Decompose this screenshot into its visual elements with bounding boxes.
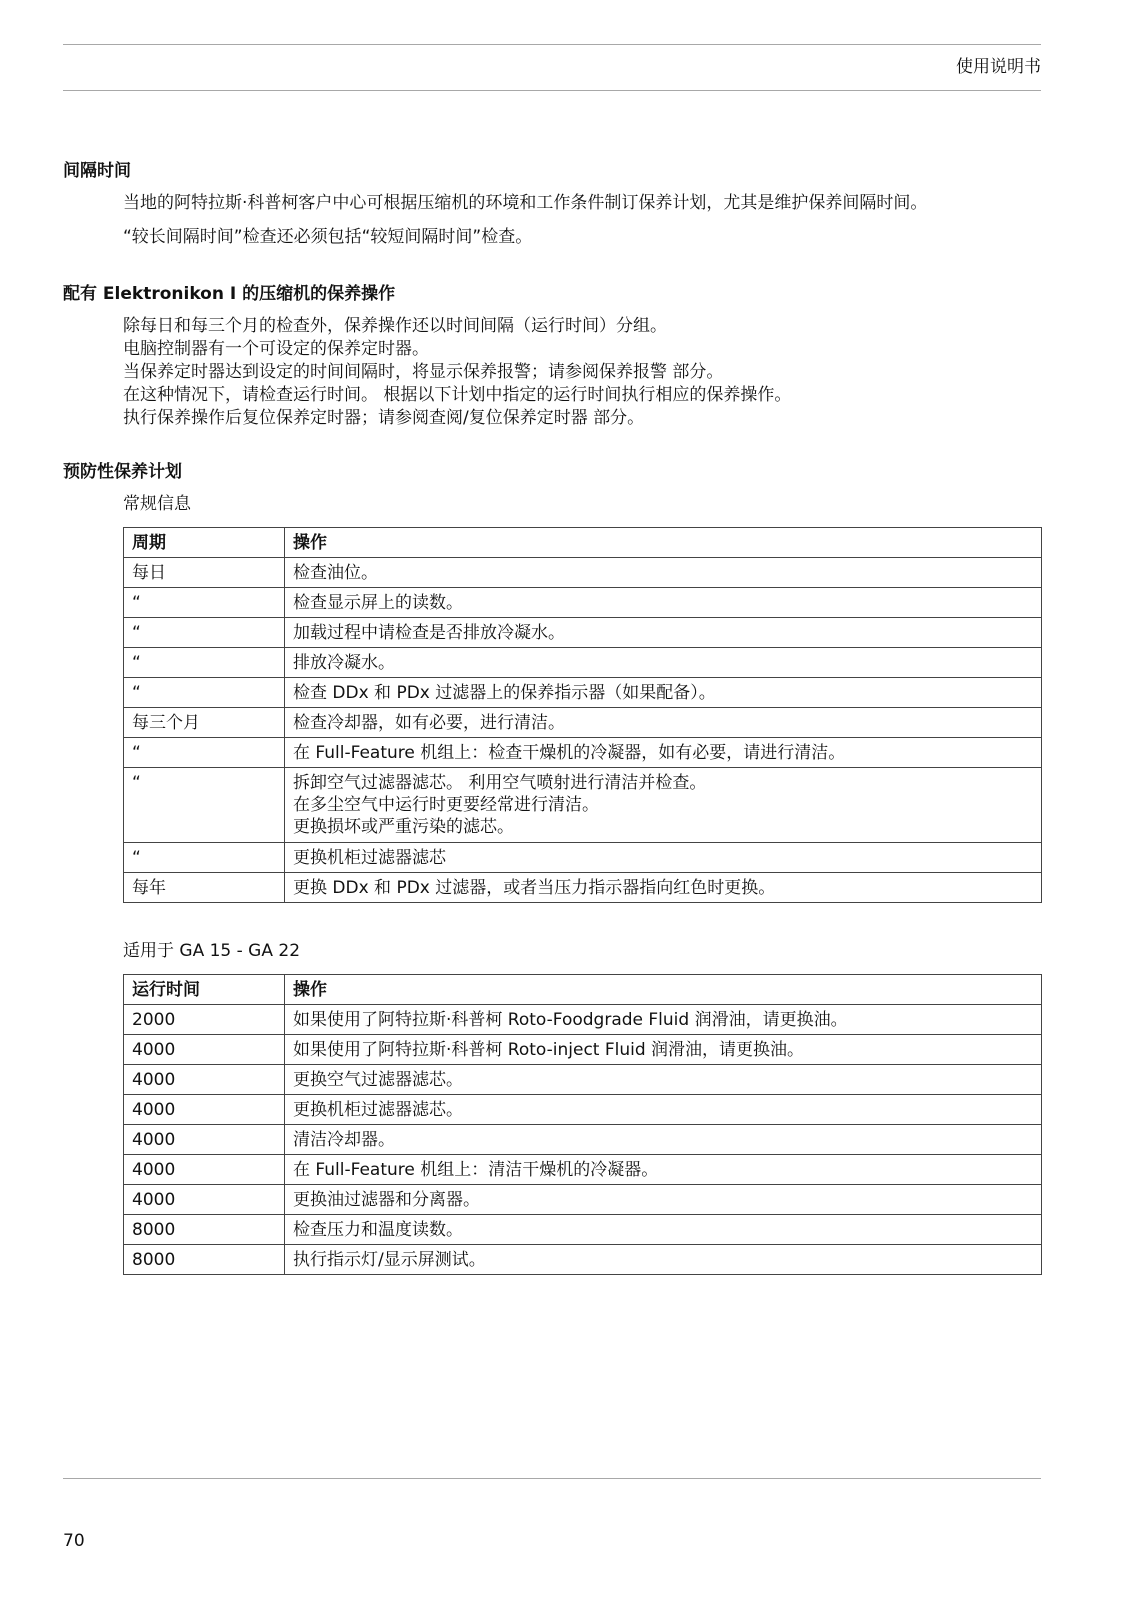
period-cell: “ [124, 843, 285, 873]
paragraph-interval-1: 当地的阿特拉斯·科普柯客户中心可根据压缩机的环境和工作条件制订保养计划，尤其是维护保养间隔时间。 [123, 193, 928, 213]
text-line: 执行保养操作后复位保养定时器；请参阅查阅/复位保养定时器 部分。 [123, 408, 645, 428]
text-line: 在这种情况下，请检查运行时间。 根据以下计划中指定的运行时间执行相应的保养操作。 [123, 385, 792, 405]
section-heading-preventive: 预防性保养计划 [63, 462, 182, 482]
table-row [124, 738, 1042, 768]
period-cell: “ [124, 678, 285, 708]
caption-ga-models: 适用于 GA 15 - GA 22 [123, 941, 301, 961]
table-row [124, 1245, 1042, 1275]
action-cell: 加载过程中请检查是否排放冷凝水。 [285, 618, 1042, 648]
header-top-rule [63, 44, 1041, 45]
period-cell: 每日 [124, 558, 285, 588]
action-cell: 检查显示屏上的读数。 [285, 588, 1042, 618]
table-row [124, 618, 1042, 648]
table-row [124, 1005, 1042, 1035]
action-cell: 更换机柜过滤器滤芯 [285, 843, 1042, 873]
action-cell: 在 Full-Feature 机组上：清洁干燥机的冷凝器。 [285, 1155, 1042, 1185]
table-row [124, 873, 1042, 903]
table-row [124, 1185, 1042, 1215]
table-row [124, 1125, 1042, 1155]
action-line: 拆卸空气过滤器滤芯。 利用空气喷射进行清洁并检查。 [293, 773, 707, 793]
column-header-action: 操作 [285, 975, 1042, 1005]
header-bottom-rule [63, 90, 1041, 91]
hours-cell: 4000 [124, 1095, 285, 1125]
page-number: 70 [63, 1531, 85, 1551]
table-row [124, 708, 1042, 738]
hours-cell: 4000 [124, 1065, 285, 1095]
action-line: 更换损坏或严重污染的滤芯。 [293, 817, 514, 837]
table-row [124, 588, 1042, 618]
table-row [124, 1215, 1042, 1245]
period-cell: “ [124, 618, 285, 648]
document-title: 使用说明书 [956, 57, 1041, 77]
action-cell: 更换机柜过滤器滤芯。 [285, 1095, 1042, 1125]
column-header-running-hours: 运行时间 [124, 975, 285, 1005]
table-row [124, 558, 1042, 588]
table-row [124, 1065, 1042, 1095]
action-line: 在多尘空气中运行时更要经常进行清洁。 [293, 795, 599, 815]
action-cell: 在 Full-Feature 机组上：检查干燥机的冷凝器，如有必要，请进行清洁。 [285, 738, 1042, 768]
action-cell: 检查油位。 [285, 558, 1042, 588]
table-row [124, 1035, 1042, 1065]
hours-cell: 8000 [124, 1215, 285, 1245]
hours-cell: 2000 [124, 1005, 285, 1035]
action-cell: 如果使用了阿特拉斯·科普柯 Roto-inject Fluid 润滑油，请更换油。 [285, 1035, 1042, 1065]
hours-cell: 4000 [124, 1035, 285, 1065]
period-cell: 每年 [124, 873, 285, 903]
hours-cell: 4000 [124, 1155, 285, 1185]
column-header-period: 周期 [124, 528, 285, 558]
table-header-row [124, 975, 1042, 1005]
action-cell: 更换空气过滤器滤芯。 [285, 1065, 1042, 1095]
action-cell [285, 768, 1042, 843]
table-row [124, 678, 1042, 708]
period-cell: “ [124, 588, 285, 618]
hours-cell: 4000 [124, 1185, 285, 1215]
table-header-row [124, 528, 1042, 558]
section-heading-interval: 间隔时间 [63, 161, 131, 181]
ga-schedule-table [123, 974, 1042, 1275]
hours-cell: 4000 [124, 1125, 285, 1155]
action-cell: 执行指示灯/显示屏测试。 [285, 1245, 1042, 1275]
paragraph-interval-2: “较长间隔时间”检查还必须包括“较短间隔时间”检查。 [123, 227, 533, 247]
period-cell: “ [124, 648, 285, 678]
table-row [124, 1095, 1042, 1125]
text-line: 当保养定时器达到设定的时间间隔时，将显示保养报警；请参阅保养报警 部分。 [123, 362, 724, 382]
action-cell: 更换 DDx 和 PDx 过滤器，或者当压力指示器指向红色时更换。 [285, 873, 1042, 903]
general-schedule-table [123, 527, 1042, 903]
text-line: 电脑控制器有一个可设定的保养定时器。 [123, 339, 429, 359]
action-cell: 清洁冷却器。 [285, 1125, 1042, 1155]
table-row [124, 843, 1042, 873]
section-heading-elektronikon: 配有 Elektronikon I 的压缩机的保养操作 [63, 284, 396, 304]
table-row [124, 768, 1042, 843]
column-header-action: 操作 [285, 528, 1042, 558]
action-cell: 检查 DDx 和 PDx 过滤器上的保养指示器（如果配备）。 [285, 678, 1042, 708]
text-line: 除每日和每三个月的检查外，保养操作还以时间间隔（运行时间）分组。 [123, 316, 667, 336]
period-cell: “ [124, 738, 285, 768]
paragraph-elektronikon [123, 315, 791, 430]
action-cell: 检查压力和温度读数。 [285, 1215, 1042, 1245]
action-cell: 检查冷却器，如有必要，进行清洁。 [285, 708, 1042, 738]
action-cell: 如果使用了阿特拉斯·科普柯 Roto-Foodgrade Fluid 润滑油，请更换油。 [285, 1005, 1042, 1035]
table-row [124, 648, 1042, 678]
footer-rule [63, 1478, 1041, 1479]
period-cell: 每三个月 [124, 708, 285, 738]
table-row [124, 1155, 1042, 1185]
action-cell: 更换油过滤器和分离器。 [285, 1185, 1042, 1215]
caption-general-info: 常规信息 [123, 494, 191, 514]
action-cell: 排放冷凝水。 [285, 648, 1042, 678]
hours-cell: 8000 [124, 1245, 285, 1275]
period-cell: “ [124, 768, 285, 843]
